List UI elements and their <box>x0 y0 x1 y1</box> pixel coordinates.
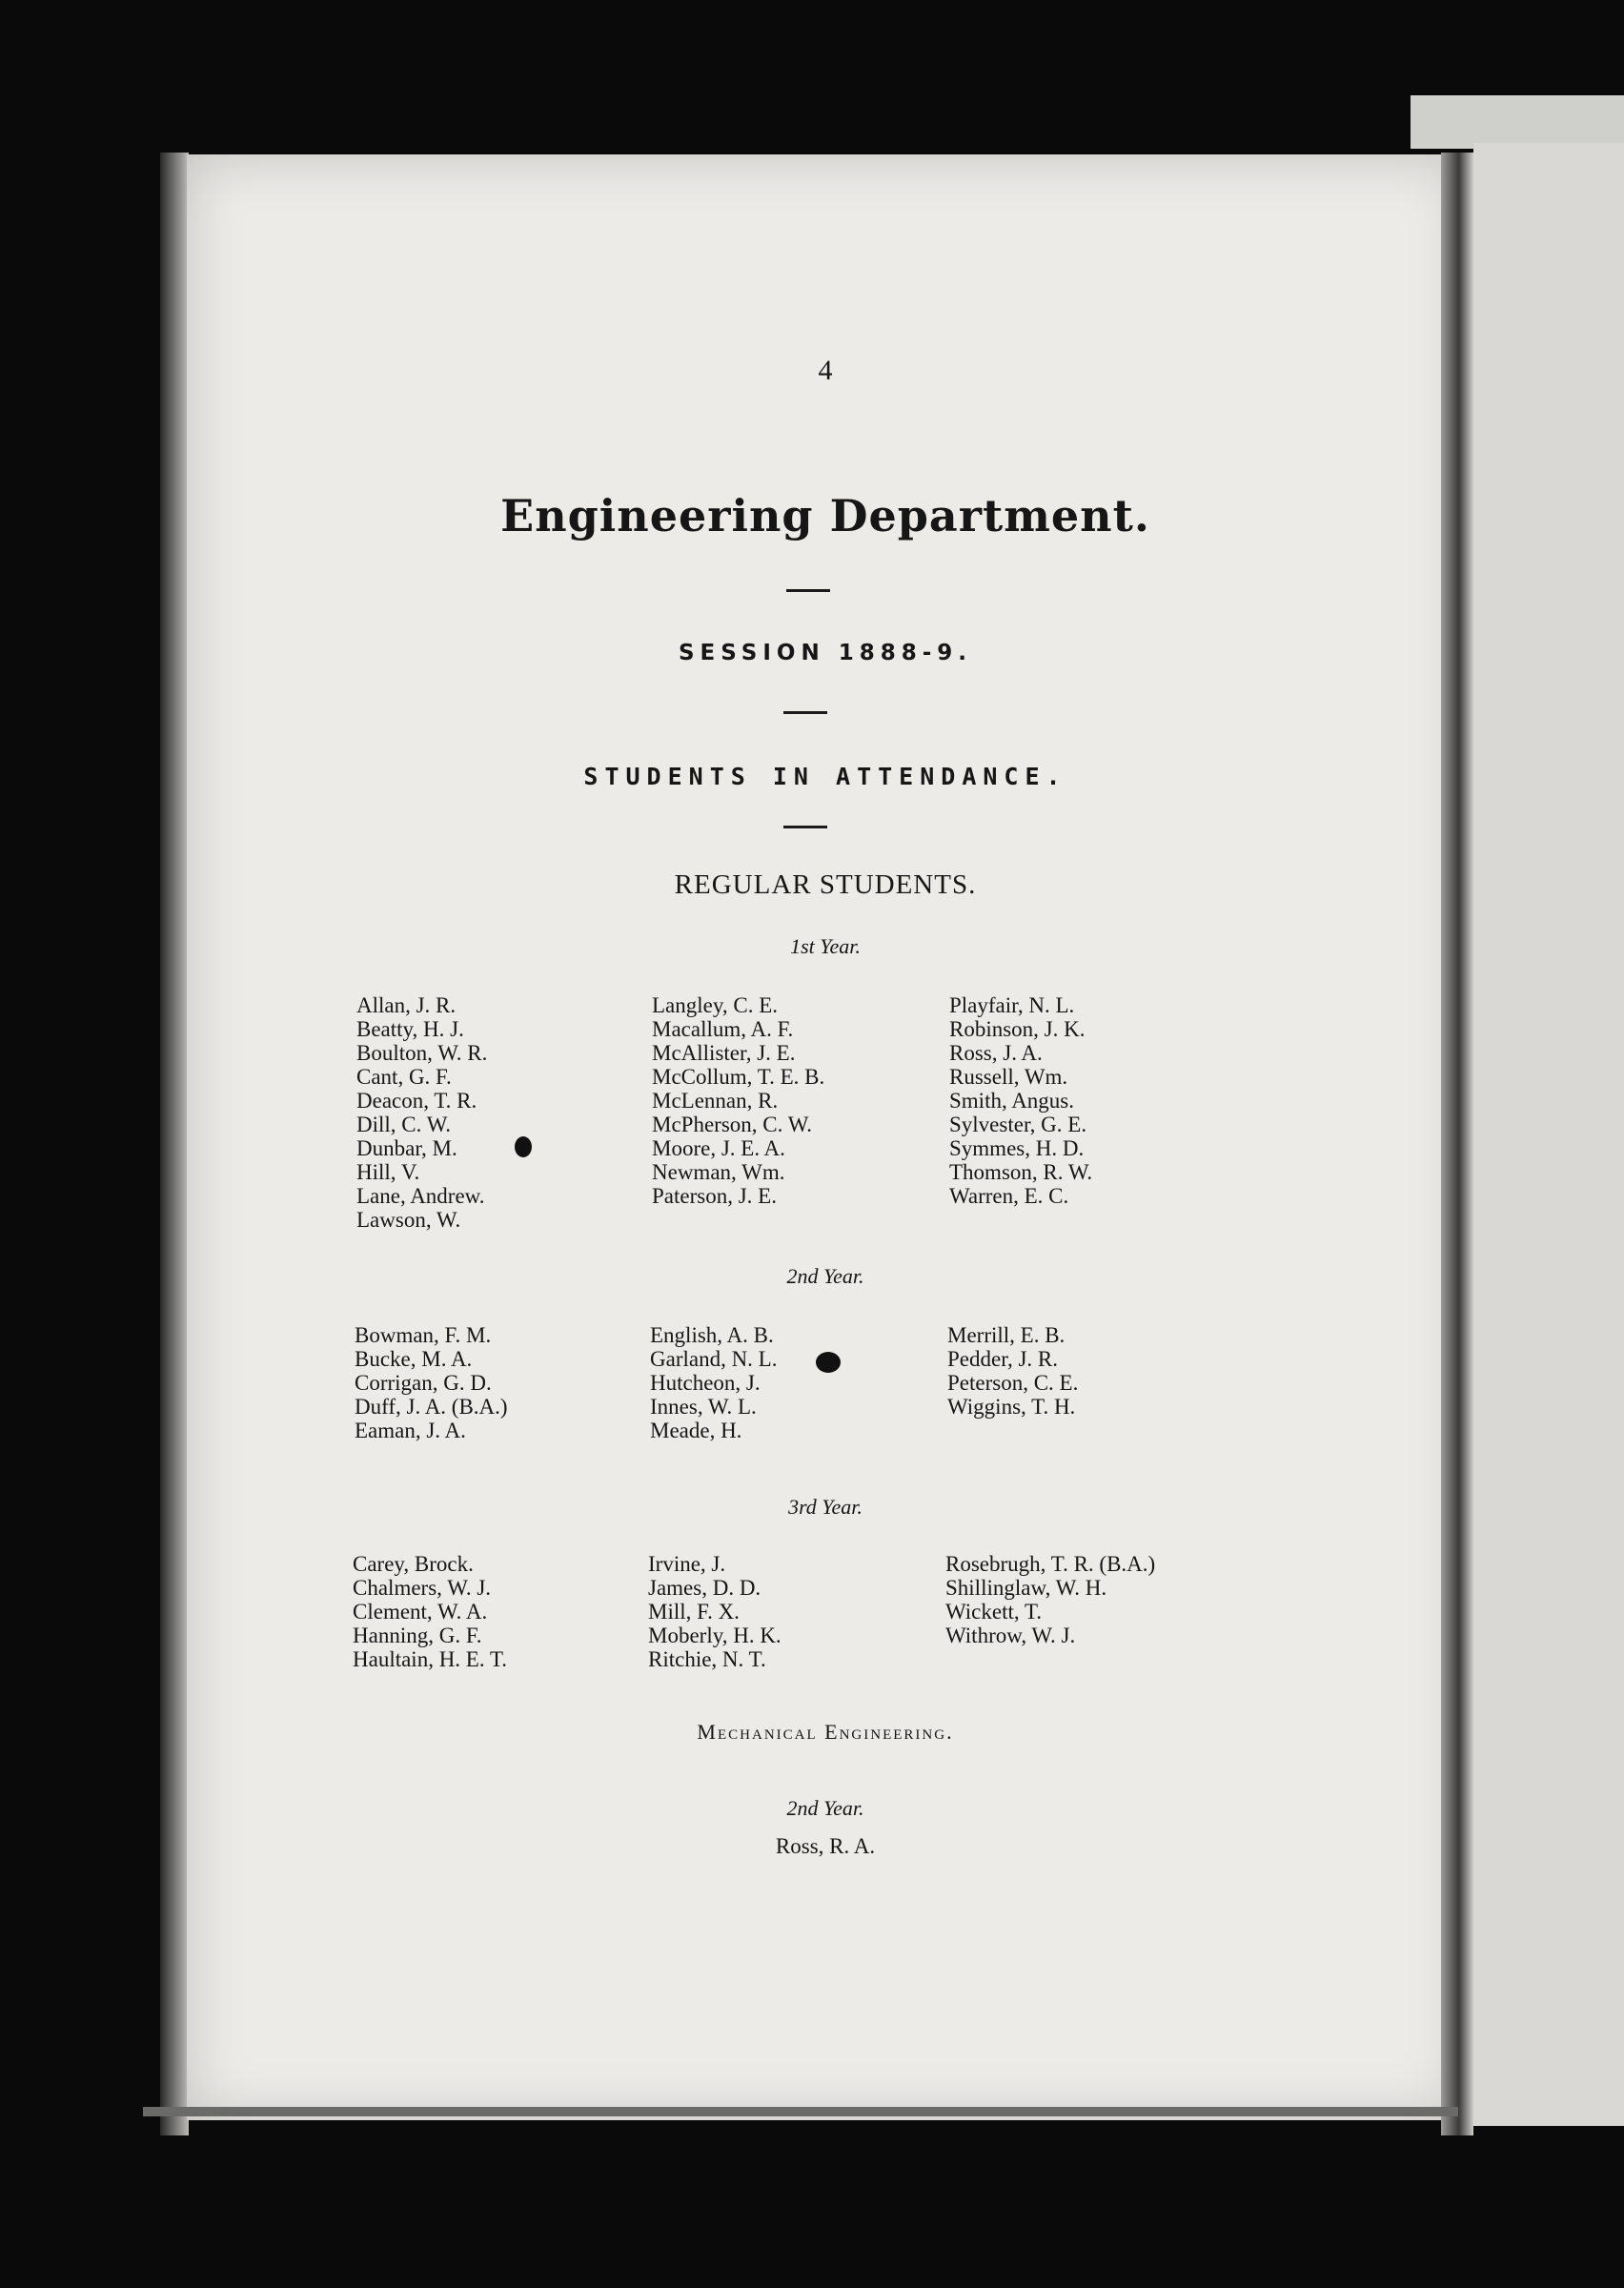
section-heading: STUDENTS IN ATTENDANCE. <box>583 763 1067 790</box>
student-name: English, A. B. <box>650 1323 774 1347</box>
name-column <box>650 1323 778 1442</box>
year-heading: 3rd Year. <box>788 1495 863 1519</box>
name-column <box>353 1552 507 1671</box>
divider <box>783 826 827 828</box>
student-name: Meade, H. <box>650 1419 742 1442</box>
student-name: Cant, G. F. <box>356 1065 452 1089</box>
student-name: Bucke, M. A. <box>355 1347 473 1371</box>
student-name: Garland, N. L. <box>650 1347 778 1371</box>
mechanical-engineering-heading: Mechanical Engineering. <box>697 1720 954 1744</box>
student-name: Smith, Angus. <box>949 1089 1075 1113</box>
student-name: McCollum, T. E. B. <box>652 1065 825 1089</box>
name-column <box>949 993 1092 1208</box>
student-name: Duff, J. A. (B.A.) <box>355 1395 508 1419</box>
session-line: SESSION 1888-9. <box>678 641 973 665</box>
student-name: Merrill, E. B. <box>947 1323 1066 1347</box>
document-page <box>187 154 1464 2120</box>
student-name: Corrigan, G. D. <box>355 1371 492 1395</box>
student-name: Wickett, T. <box>945 1600 1043 1624</box>
page-title: Engineering Department. <box>500 490 1150 541</box>
student-name: Wiggins, T. H. <box>947 1395 1076 1419</box>
student-name: Eaman, J. A. <box>355 1419 466 1442</box>
student-name: Sylvester, G. E. <box>949 1113 1087 1136</box>
student-name: Ross, J. A. <box>949 1041 1043 1065</box>
name-column <box>947 1323 1078 1419</box>
student-name: Mill, F. X. <box>648 1600 740 1624</box>
student-name: Chalmers, W. J. <box>353 1576 492 1600</box>
student-name: Paterson, J. E. <box>652 1184 777 1208</box>
student-name: Thomson, R. W. <box>949 1160 1093 1184</box>
student-name: Clement, W. A. <box>353 1600 488 1624</box>
student-name: Hill, V. <box>356 1160 420 1184</box>
name-column <box>648 1552 782 1671</box>
student-name: Shillinglaw, W. H. <box>945 1576 1107 1600</box>
adjacent-page <box>1473 143 1624 2126</box>
student-name: Pedder, J. R. <box>947 1347 1058 1371</box>
divider <box>783 711 827 714</box>
student-name: McAllister, J. E. <box>652 1041 796 1065</box>
name-column <box>945 1552 1155 1647</box>
student-name: Deacon, T. R. <box>356 1089 477 1113</box>
year-heading: 1st Year. <box>790 934 861 958</box>
student-name: Hutcheon, J. <box>650 1371 761 1395</box>
student-name: Withrow, W. J. <box>945 1624 1076 1647</box>
student-name: James, D. D. <box>648 1576 761 1600</box>
ink-blot <box>816 1352 841 1373</box>
page-number: 4 <box>818 355 833 386</box>
student-name: Peterson, C. E. <box>947 1371 1079 1395</box>
student-name: Robinson, J. K. <box>949 1017 1086 1041</box>
ink-blot <box>515 1136 532 1157</box>
student-name: Newman, Wm. <box>652 1160 785 1184</box>
student-name: Moore, J. E. A. <box>652 1136 785 1160</box>
student-name: McLennan, R. <box>652 1089 779 1113</box>
regular-students-heading: REGULAR STUDENTS. <box>674 869 977 900</box>
student-name: McPherson, C. W. <box>652 1113 813 1136</box>
student-name: Irvine, J. <box>648 1552 726 1576</box>
page-bottom-edge <box>143 2107 1458 2116</box>
name-column <box>652 993 824 1208</box>
student-name: Hanning, G. F. <box>353 1624 482 1647</box>
student-name: Ross, R. A. <box>775 1834 876 1858</box>
page-left-edge <box>160 153 189 2135</box>
student-name: Langley, C. E. <box>652 993 779 1017</box>
student-name: Russell, Wm. <box>949 1065 1068 1089</box>
student-name: Beatty, H. J. <box>356 1017 464 1041</box>
year-heading: 2nd Year. <box>786 1796 864 1820</box>
student-name: Warren, E. C. <box>949 1184 1069 1208</box>
name-column <box>355 1323 508 1442</box>
book-gutter <box>1441 153 1473 2135</box>
student-name: Macallum, A. F. <box>652 1017 794 1041</box>
student-name: Carey, Brock. <box>353 1552 474 1576</box>
student-name: Allan, J. R. <box>356 993 457 1017</box>
student-name: Bowman, F. M. <box>355 1323 492 1347</box>
divider <box>786 589 830 592</box>
student-name: Lane, Andrew. <box>356 1184 485 1208</box>
name-column <box>356 993 487 1232</box>
student-name: Ritchie, N. T. <box>648 1647 766 1671</box>
student-name: Rosebrugh, T. R. (B.A.) <box>945 1552 1156 1576</box>
student-name: Haultain, H. E. T. <box>353 1647 508 1671</box>
student-name: Playfair, N. L. <box>949 993 1075 1017</box>
student-name: Symmes, H. D. <box>949 1136 1085 1160</box>
adjacent-page-strip <box>1411 95 1624 149</box>
student-name: Innes, W. L. <box>650 1395 757 1419</box>
student-name: Dill, C. W. <box>356 1113 452 1136</box>
student-name: Moberly, H. K. <box>648 1624 782 1647</box>
student-name: Lawson, W. <box>356 1208 461 1232</box>
year-heading: 2nd Year. <box>786 1264 864 1288</box>
student-name: Dunbar, M. <box>356 1136 457 1160</box>
student-name: Boulton, W. R. <box>356 1041 488 1065</box>
